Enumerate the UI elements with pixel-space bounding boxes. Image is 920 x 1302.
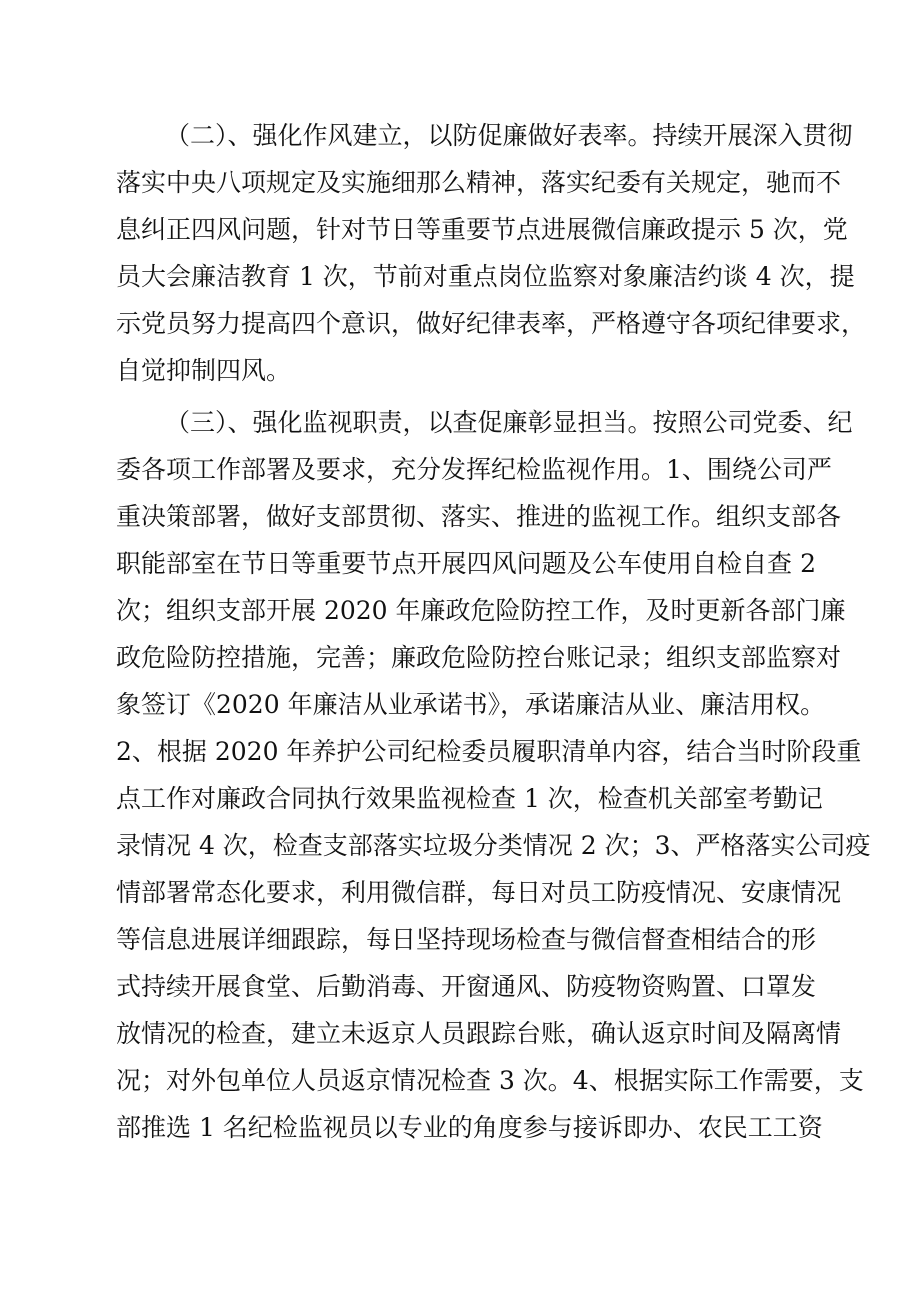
paragraph-2-line-1: （二）、强化作风建立，以防促廉做好表率。持续开展深入贯彻 <box>165 121 853 150</box>
paragraph-3-line-3: 重决策部署，做好支部贯彻、落实、推进的监视工作。组织支部各 <box>116 502 842 531</box>
paragraph-3-line-5: 次；组织支部开展 2020 年廉政危险防控工作，及时更新各部门廉 <box>116 596 846 625</box>
paragraph-3-line-11: 情部署常态化要求，利用微信群，每日对员工防疫情况、安康情况 <box>116 878 842 907</box>
paragraph-3-line-1: （三）、强化监视职责，以查促廉彰显担当。按照公司党委、纪 <box>165 408 853 437</box>
paragraph-3-line-4: 职能部室在节日等重要节点开展四风问题及公车使用自检自查 2 <box>116 549 816 578</box>
paragraph-3-line-9: 点工作对廉政合同执行效果监视检查 1 次，检查机关部室考勤记 <box>116 784 823 813</box>
paragraph-3-line-13: 式持续开展食堂、后勤消毒、开窗通风、防疫物资购置、口罩发 <box>116 972 817 1001</box>
paragraph-2-line-3: 息纠正四风问题，针对节日等重要节点进展微信廉政提示 5 次，党 <box>116 215 848 244</box>
paragraph-3-line-2: 委各项工作部署及要求，充分发挥纪检监视作用。1、围绕公司严 <box>116 455 832 484</box>
paragraph-3-line-14: 放情况的检查，建立未返京人员跟踪台账，确认返京时间及隔离情 <box>116 1019 842 1048</box>
paragraph-3-line-16: 部推选 1 名纪检监视员以专业的角度参与接诉即办、农民工工资 <box>116 1113 823 1142</box>
paragraph-2-line-6: 自觉抑制四风。 <box>116 356 292 385</box>
paragraph-3-line-10: 录情况 4 次，检查支部落实垃圾分类情况 2 次；3、严格落实公司疫 <box>116 831 871 860</box>
paragraph-3-line-6: 政危险防控措施，完善；廉政危险防控台账记录；组织支部监察对 <box>116 643 842 672</box>
paragraph-3-line-12: 等信息进展详细跟踪，每日坚持现场检查与微信督查相结合的形 <box>116 925 817 954</box>
paragraph-2-line-2: 落实中央八项规定及实施细那么精神，落实纪委有关规定，驰而不 <box>116 168 842 197</box>
paragraph-2-line-4: 员大会廉洁教育 1 次，节前对重点岗位监察对象廉洁约谈 4 次，提 <box>116 262 855 291</box>
paragraph-3-line-7: 象签订《2020 年廉洁从业承诺书》，承诺廉洁从业、廉洁用权。 <box>116 690 826 719</box>
paragraph-3-line-15: 况；对外包单位人员返京情况检查 3 次。4、根据实际工作需要，支 <box>116 1066 864 1095</box>
paragraph-2-line-5: 示党员努力提高四个意识，做好纪律表率，严格遵守各项纪律要求， <box>116 309 867 338</box>
paragraph-3-line-8: 2、根据 2020 年养护公司纪检委员履职清单内容，结合当时阶段重 <box>116 737 862 766</box>
